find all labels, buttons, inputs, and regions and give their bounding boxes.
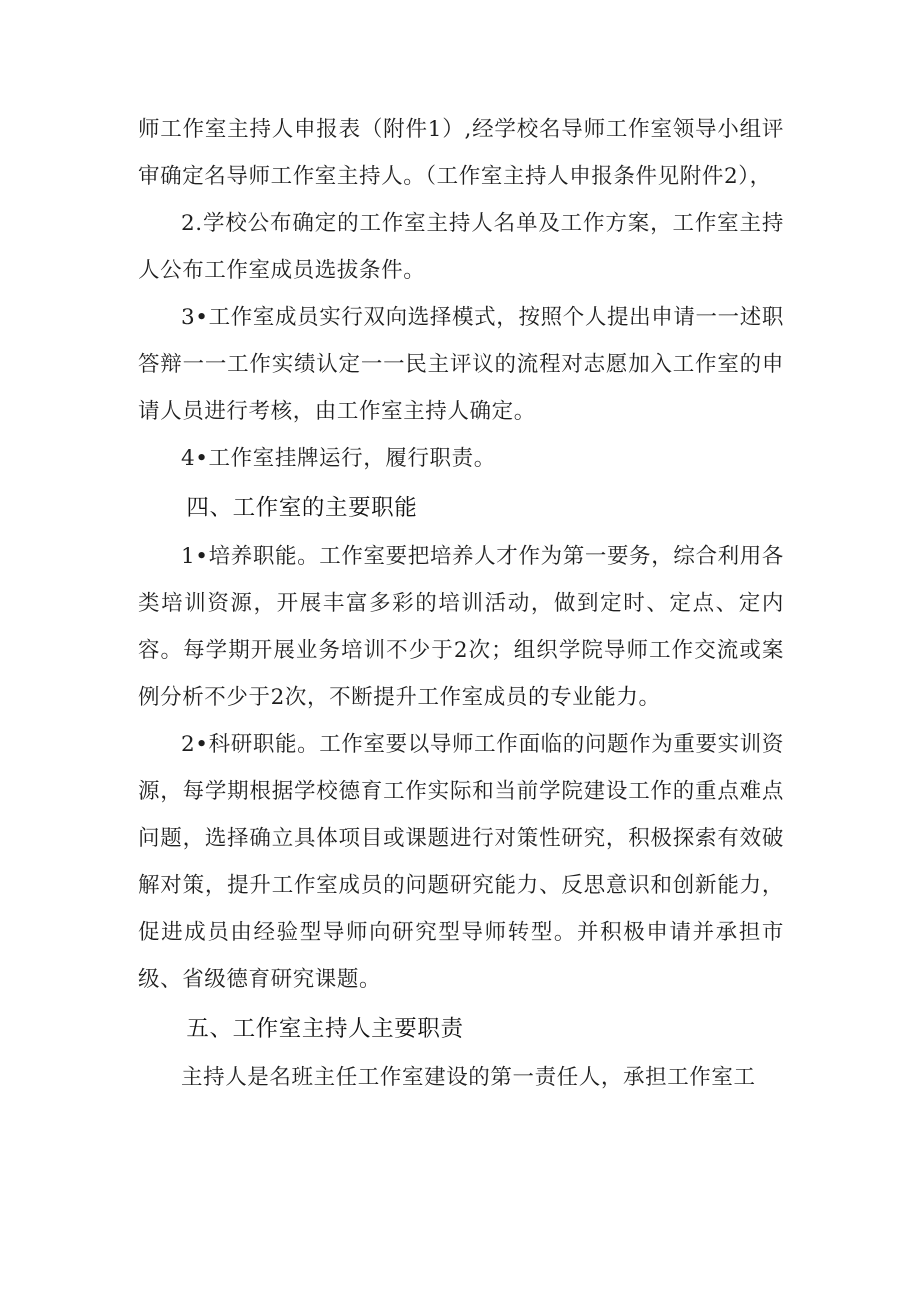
paragraph-training-function — [138, 533, 784, 721]
paragraph-continued: 师工作室主持人申报表（附件1）,经学校名导师工作室领导小组评审确定名导师工作室主持人。（工作室主持人申报条件见附件2）， — [138, 117, 784, 189]
paragraph-item-4: 4•工作室挂牌运行，履行职责。 — [181, 446, 496, 471]
training-function-text: 1•培养职能。工作室要把培养人才作为第一要务，综合利用各类培训资源，开展丰富多彩的培训活动，做到定时、定点、定内容。每学期开展业务培训不少于2次；组织学院导师工作交流或案例分析不少于2次，不断提升工作室成员 — [138, 544, 784, 710]
paragraph-host-duties: 主持人是名班主任工作室建设的第一责任人，承担工作室工 — [181, 1065, 756, 1090]
training-function-tail: 的专业能力。 — [527, 685, 661, 710]
section-heading-5: 五、工作室主持人主要职责 — [186, 1016, 464, 1042]
paragraph-item-2: 2.学校公布确定的工作室主持人名单及工作方案，工作室主持人公布工作室成员选拔条件。 — [138, 211, 784, 283]
document-body — [138, 106, 784, 1101]
section-heading-4: 四、工作室的主要职能 — [186, 495, 418, 521]
paragraph-research-function: 2•科研职能。工作室要以导师工作面临的问题作为重要实训资源，每学期根据学校德育工作实际和当前学院建设工作的重点难点问题，选择确立具体项目或课题进行对策性研究，积极探索有效破解对策，提升工作室成员的问题研究能力、反思意识和创新能力，促进成员由经验型导师向研究型导师转型。并积极申请并承担市级、省级德育研究课题。 — [138, 732, 784, 992]
paragraph-item-3: 3•工作室成员实行双向选择模式，按照个人提出申请一一述职答辩一一工作实绩认定一一民主评议的流程对志愿加入工作室的申请人员进行考核，由工作室主持人确定。 — [138, 305, 784, 424]
